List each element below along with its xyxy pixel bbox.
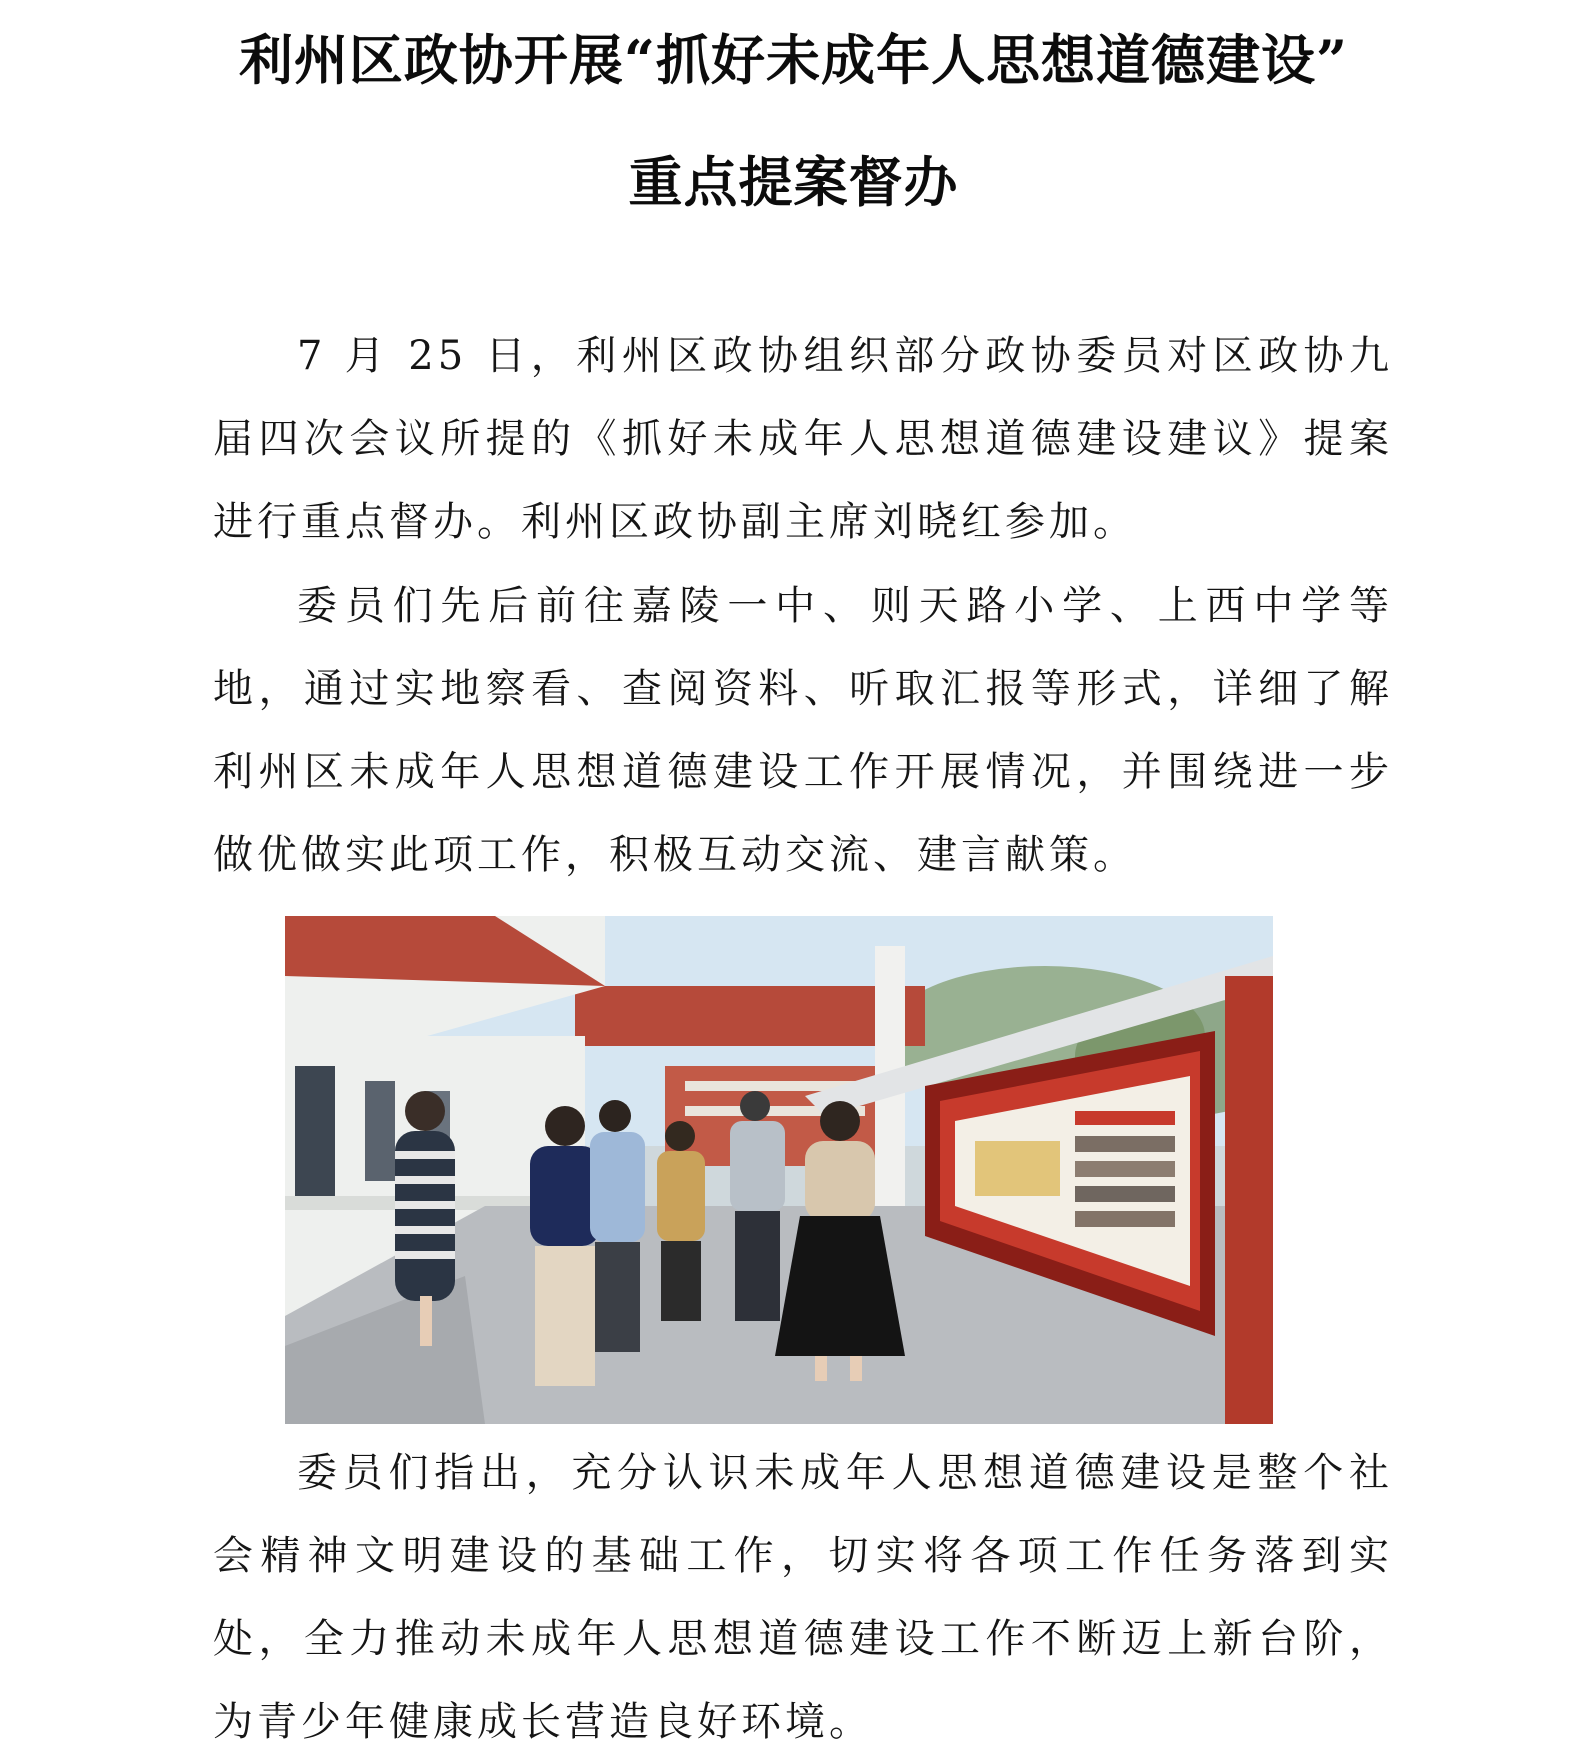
article-paragraph-3: 委员们指出，充分认识未成年人思想道德建设是整个社会精神文明建设的基础工作，切实将各项工作任务落到实处，全力推动未成年人思想道德建设工作不断迈上新台阶，为青少年健康成长营造良好环境。: [213, 1450, 1393, 1745]
article-photo: [285, 916, 1273, 1424]
article-paragraph-2: 委员们先后前往嘉陵一中、则天路小学、上西中学等地，通过实地察看、查阅资料、听取汇报等形式，详细了解利州区未成年人思想道德建设工作开展情况，并围绕进一步做优做实此项工作，积极互动交流、建言献策。: [213, 583, 1393, 878]
article-paragraph-1: 7 月 25 日，利州区政协组织部分政协委员对区政协九届四次会议所提的《抓好未成年人思想道德建设建议》提案进行重点督办。利州区政协副主席刘晓红参加。: [213, 333, 1393, 545]
article-title-line-1: 利州区政协开展“抓好未成年人思想道德建设”: [238, 28, 1349, 92]
photo-of-committee-visit-icon: [285, 916, 1273, 1424]
article-title-line-2: 重点提案督办: [628, 150, 959, 214]
